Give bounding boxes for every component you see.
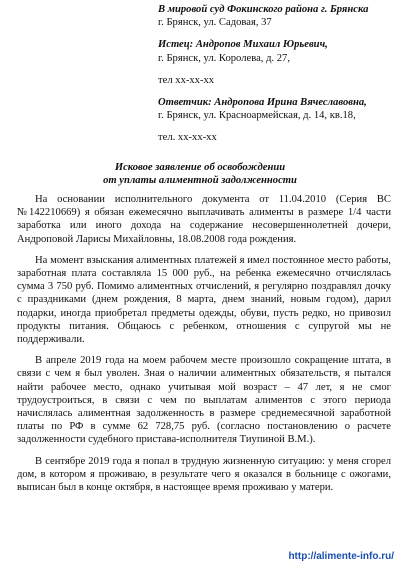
paragraph-4: В сентябре 2019 года я попал в трудную жизненную ситуацию: у меня сгорел дом, в котором я проживаю, в результате чего я оказался в больнице с ожогами, выписан был в конце октября, в настоящее время проживаю у матери. bbox=[17, 455, 391, 494]
defendant-phone: тел. хх-хх-хх bbox=[158, 132, 217, 144]
court-name: В мировой суд Фокинского района г. Брянска bbox=[158, 4, 369, 15]
document-title bbox=[0, 161, 400, 187]
paragraph-2: На момент взыскания алиментных платежей я имел постоянное место работы, заработная плата составляла 15 000 руб., на ребенка ежемесячно отчислялась сумма 3 750 руб. Помимо алиментных отчислений, я регулярно поздравлял дочку с праздниками (днем рождения, 8 марта, днем знаний, новым годом), дарил подарки, иногда приобретал предметы одежды, обуви, пусть редко, но привозил продукты питания. Общаюсь с ребенком, отношения с супругой мы не поддерживали. bbox=[17, 254, 391, 346]
paragraph-1: На основании исполнительного документа от 11.04.2010 (Серия ВС №142210669) я обязан ежемесячно выплачивать алименты в размере 1/4 части заработка или иного дохода на содержание несовершеннолетней дочери, Андроповой Ларисы Михайловны, 18.08.2008 года рождения. bbox=[17, 194, 391, 245]
document-header bbox=[158, 3, 396, 145]
document-body bbox=[17, 193, 391, 502]
defendant-address: г. Брянск, ул. Красноармейская, д. 14, кв.18, bbox=[158, 110, 356, 122]
plaintiff-phone: тел хх-хх-хх bbox=[158, 74, 215, 86]
title-line-1: Исковое заявление об освобождении bbox=[114, 162, 286, 173]
plaintiff-name: Истец: Андропов Михаил Юрьевич, bbox=[158, 39, 328, 51]
paragraph-3: В апреле 2019 года на моем рабочем месте произошло сокращение штата, в связи с чем я был уволен. Зная о наличии алиментных обязательств, я пытался найти рабочее место, однако учитывая мой возраст – 47 лет, я не смог трудоустроиться, в связи с чем по выплатам алиментов с этого периода начислялась алиментная задолженность в размере среднемесячной заработной платы по РФ в сумме 62 728,75 руб. (согласно постановлению о расчете задолженности судебного пристава-исполнителя Тиупиной В.М.). bbox=[17, 355, 391, 446]
watermark-link[interactable]: http://alimente-info.ru/ bbox=[288, 550, 394, 562]
title-line-2: от уплаты алиментной задолженности bbox=[103, 175, 297, 187]
court-address: г. Брянск, ул. Садовая, 37 bbox=[158, 17, 272, 29]
defendant-name: Ответчик: Андропова Ирина Вячеславовна, bbox=[158, 97, 367, 109]
plaintiff-address: г. Брянск, ул. Королева, д. 27, bbox=[158, 52, 290, 64]
